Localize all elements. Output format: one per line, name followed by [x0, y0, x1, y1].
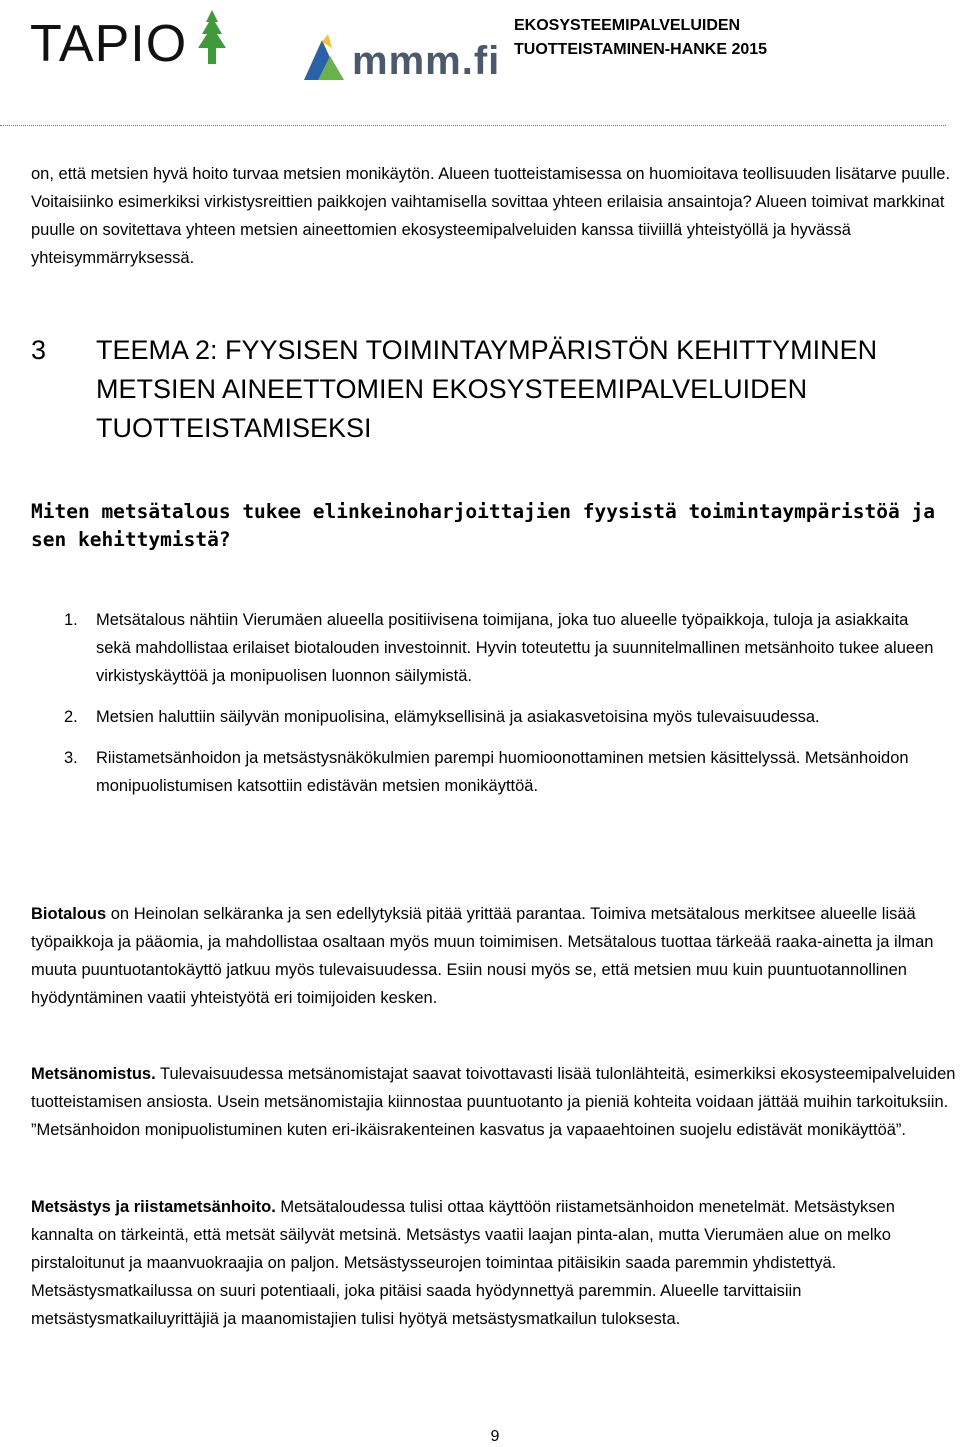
section-number: 3 — [31, 335, 47, 365]
header-title — [514, 14, 804, 62]
paragraph-text: Metsätaloudessa tulisi ottaa käyttöön riistametsänhoidon menetelmät. Metsästyksen kannalta on tärkeintä, että metsät säilyvät metsinä. Metsästys vaatii laajan pinta-alan, mutta Vierumäen alue on melko pirstaloitunut ja maanvuokraajia on paljon. Metsästysseurojen toimintaa pitäisikin saada paremmin yhdistettyä. Metsästysmatkailussa on suuri potentiaali, joka pitäisi saada hyödynnettyä paremmin. Alueelle tarvittaisiin metsästysmatkailuyrittäjiä ja maanomistajien tulisi hyötyä metsästysmatkailun tuloksesta. — [31, 1198, 895, 1328]
numbered-list — [31, 606, 941, 813]
header-title-line1: EKOSYSTEEMIPALVELUIDEN — [514, 17, 741, 34]
list-item — [31, 606, 941, 690]
mmm-mountain-icon — [300, 32, 356, 82]
header-title-line2: TUOTTEISTAMINEN-HANKE 2015 — [514, 41, 768, 58]
section-title: TEEMA 2: FYYSISEN TOIMINTAYMPÄRISTÖN KEHITTYMINEN METSIEN AINEETTOMIEN EKOSYSTEEMIPALVELUIDEN TUOTTEISTAMISEKSI — [96, 335, 878, 443]
list-item — [31, 703, 941, 731]
paragraph-lead: Biotalous — [31, 905, 107, 923]
paragraph-metsanomistus — [31, 1060, 959, 1144]
paragraph-text: Tulevaisuudessa metsänomistajat saavat toivottavasti lisää tulonlähteitä, esimerkiksi ekosysteemipalveluiden tuotteistamisen ansiosta. Usein metsänomistajia kiinnostaa puuntuotanto ja pieniä kohteita voidaan jättää muihin tarkoituksiin. ”Metsänhoidon monipuolistuminen kuten eri-ikäisrakenteinen kasvatus ja vapaaehtoinen suojelu edistävät monikäyttöä”. — [31, 1065, 956, 1139]
paragraph-biotalous — [31, 900, 959, 1012]
intro-block — [31, 160, 959, 272]
paragraph-lead: Metsänomistus. — [31, 1065, 156, 1083]
tapio-logo-text: TAPIO — [30, 15, 188, 73]
page-number: 9 — [490, 1428, 500, 1445]
paragraph-text: on Heinolan selkäranka ja sen edellytyksiä pitää yrittää parantaa. Toimiva metsätalous merkitsee alueelle lisää työpaikkoja ja pääomia, ja mahdollistaa osaltaan myös muun toimimisen. Metsätalous tuottaa tärkeää raaka-ainetta ja ilman muuta puuntuotantokäyttö jatkuu myös tulevaisuudessa. Esiin nousi myös se, että metsien muu kuin puuntuotannollinen hyödyntäminen vaatii yhteistyötä eri toimijoiden kesken. — [31, 905, 934, 1007]
list-item-number: 3. — [64, 749, 78, 767]
paragraph-lead: Metsästys ja riistametsänhoito. — [31, 1198, 276, 1216]
header-divider — [0, 125, 946, 126]
list-item-text: Riistametsänhoidon ja metsästysnäkökulmien parempi huomioonottaminen metsien käsittelyssä. Metsänhoidon monipuolistumisen katsottiin edistävän metsien monikäyttöä. — [96, 749, 909, 795]
intro-paragraph: on, että metsien hyvä hoito turvaa metsien monikäytön. Alueen tuotteistamisessa on huomioitava teollisuuden lisätarve puulle. Voitaisiinko esimerkiksi virkistysreittien paikkojen vaihtamisella sovittaa yhteen erilaisia ansaintoja? Alueen toimivat markkinat puulle on sovitettava yhteen metsien aineettomien ekosysteemipalveluiden kanssa tiiviillä yhteistyöllä ja hyvässä yhteisymmärryksessä. — [31, 165, 951, 267]
mmm-logo — [300, 30, 500, 86]
list-item — [31, 744, 941, 800]
section-question: Miten metsätalous tukee elinkeinoharjoittajien fyysistä toimintaympäristöä ja sen kehittymistä? — [31, 500, 935, 551]
list-item-text: Metsien haluttiin säilyvän monipuolisina, elämyksellisinä ja asiakasvetoisina myös tulevaisuudessa. — [96, 708, 820, 726]
list-item-number: 1. — [64, 611, 78, 629]
tapio-logo — [30, 8, 230, 72]
section-heading — [31, 331, 941, 448]
page-header — [0, 0, 960, 130]
list-item-text: Metsätalous nähtiin Vierumäen alueella positiivisena toimijana, joka tuo alueelle työpaikkoja, tuloja ja asiakkaita sekä mahdollistaa erilaiset biotalouden investoinnit. Hyvin toteutettu ja suunnitelmallinen metsänhoito tukee alueen virkistyskäyttöä ja monipuolisen luonnon säilymistä. — [96, 611, 934, 685]
tree-icon — [190, 8, 234, 72]
paragraph-metsastys — [31, 1193, 959, 1333]
mmm-logo-text: mmm.fi — [352, 39, 501, 83]
list-item-number: 2. — [64, 708, 78, 726]
